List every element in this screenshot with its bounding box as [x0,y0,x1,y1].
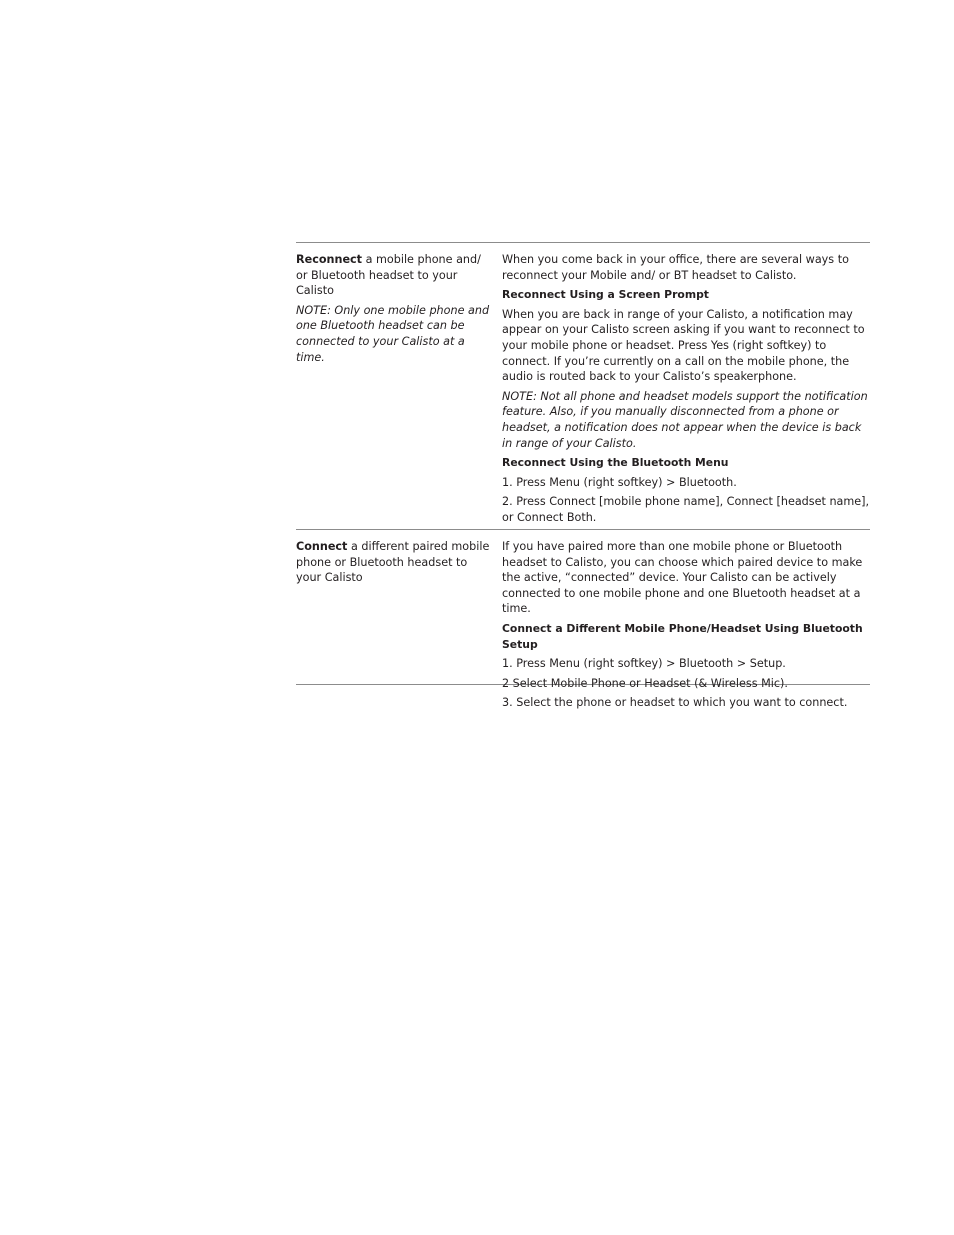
instructions-cell [502,539,870,710]
section-heading: Reconnect Using the Bluetooth Menu [502,456,729,470]
step-item: 1. Press Menu (right softkey) > Bluetooth > Setup. [502,657,786,671]
task-keyword: Connect [296,540,348,553]
task-description [296,539,494,586]
step-item: 2 Select Mobile Phone or Headset (& Wireless Mic). [502,676,788,690]
task-cell [296,539,502,676]
task-text: a different paired mobile phone or Bluetooth headset to your Calisto [296,540,490,585]
step-item: 2. Press Connect [mobile phone name], Connect [headset name], or Connect Both. [502,495,870,524]
task-description [296,252,494,299]
section-note: NOTE: Not all phone and headset models support the notification feature. Also, if you manually disconnected from a phone or headset, a notification does not appear when the device is back in range of your Calisto. [502,389,868,450]
task-note: NOTE: Only one mobile phone and one Bluetooth headset can be connected to your Calisto at a time. [296,303,490,364]
task-keyword: Reconnect [296,253,363,266]
section-heading: Reconnect Using a Screen Prompt [502,288,709,302]
step-item: 1. Press Menu (right softkey) > Bluetooth. [502,475,737,489]
intro-paragraph: If you have paired more than one mobile phone or Bluetooth headset to Calisto, you can choose which paired device to make the active, “connected” device. Your Calisto can be actively connected to one mobile phone and one Bluetooth headset at a time. [502,540,863,616]
section-body: When you are back in range of your Calisto, a notification may appear on your Calisto screen asking if you want to reconnect to your mobile phone or headset. Press Yes (right softkey) to connect. If you’re currently on a call on the mobile phone, the audio is routed back to your Calisto’s speakerphone. [502,307,865,384]
table-row-connect [296,530,870,710]
step-item: 3. Select the phone or headset to which you want to connect. [502,696,848,710]
table-row-reconnect [296,243,870,530]
task-cell [296,252,502,521]
intro-paragraph: When you come back in your office, there are several ways to reconnect your Mobile and/ or BT headset to Calisto. [502,253,849,282]
instruction-table [296,242,870,710]
task-text: a mobile phone and/ or Bluetooth headset to your Calisto [296,253,481,298]
section-heading: Connect a Different Mobile Phone/Headset Using Bluetooth Setup [502,621,863,651]
instructions-cell [502,252,870,524]
